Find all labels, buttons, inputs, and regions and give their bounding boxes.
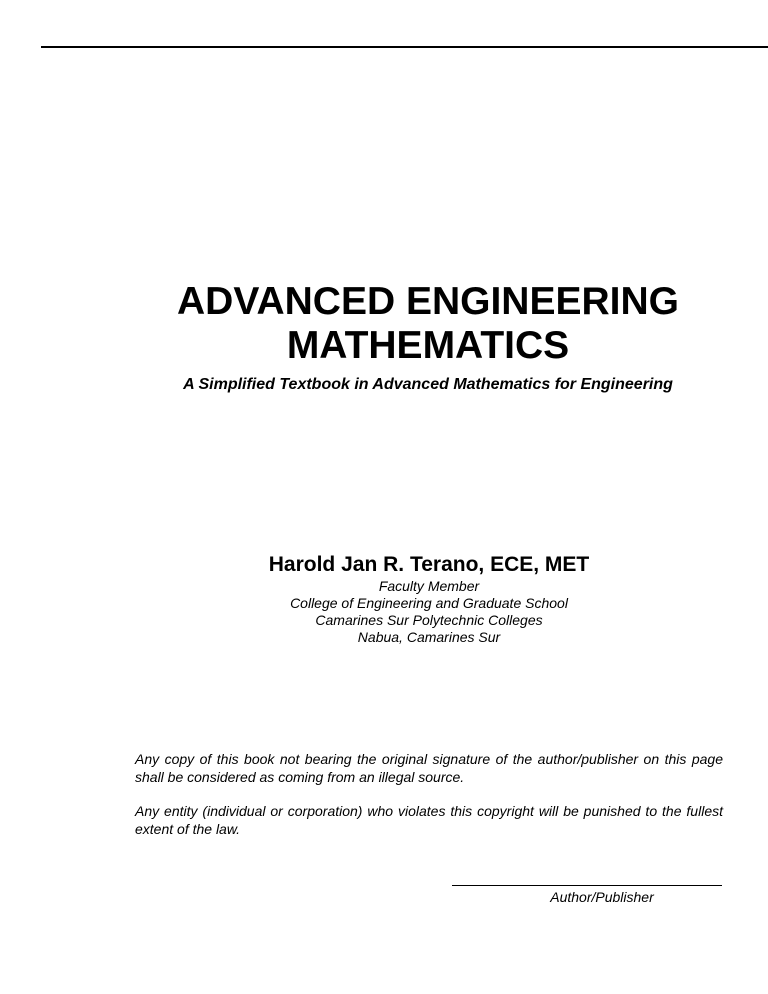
book-title — [0, 280, 768, 368]
author-position: Faculty Member — [378, 578, 480, 594]
author-block — [0, 552, 768, 646]
author-department: College of Engineering and Graduate School — [290, 595, 568, 611]
header-rule — [41, 46, 768, 48]
author-institution: Camarines Sur Polytechnic Colleges — [315, 612, 543, 628]
author-name: Harold Jan R. Terano, ECE, MET — [268, 553, 590, 576]
signature-line — [452, 885, 722, 886]
title-line-2: MATHEMATICS — [286, 324, 570, 367]
copyright-notice-signature: Any copy of this book not bearing the original signature of the author/publisher on this page shall be considered as coming from an illegal source. — [135, 751, 723, 785]
author-location: Nabua, Camarines Sur — [357, 629, 501, 645]
copyright-notice-violation: Any entity (individual or corporation) who violates this copyright will be punished to the fullest extent of the law. — [135, 803, 723, 837]
title-line-1: ADVANCED ENGINEERING — [177, 280, 679, 323]
book-subtitle: A Simplified Textbook in Advanced Mathematics for Engineering — [183, 376, 673, 393]
signature-label: Author/Publisher — [550, 889, 654, 905]
